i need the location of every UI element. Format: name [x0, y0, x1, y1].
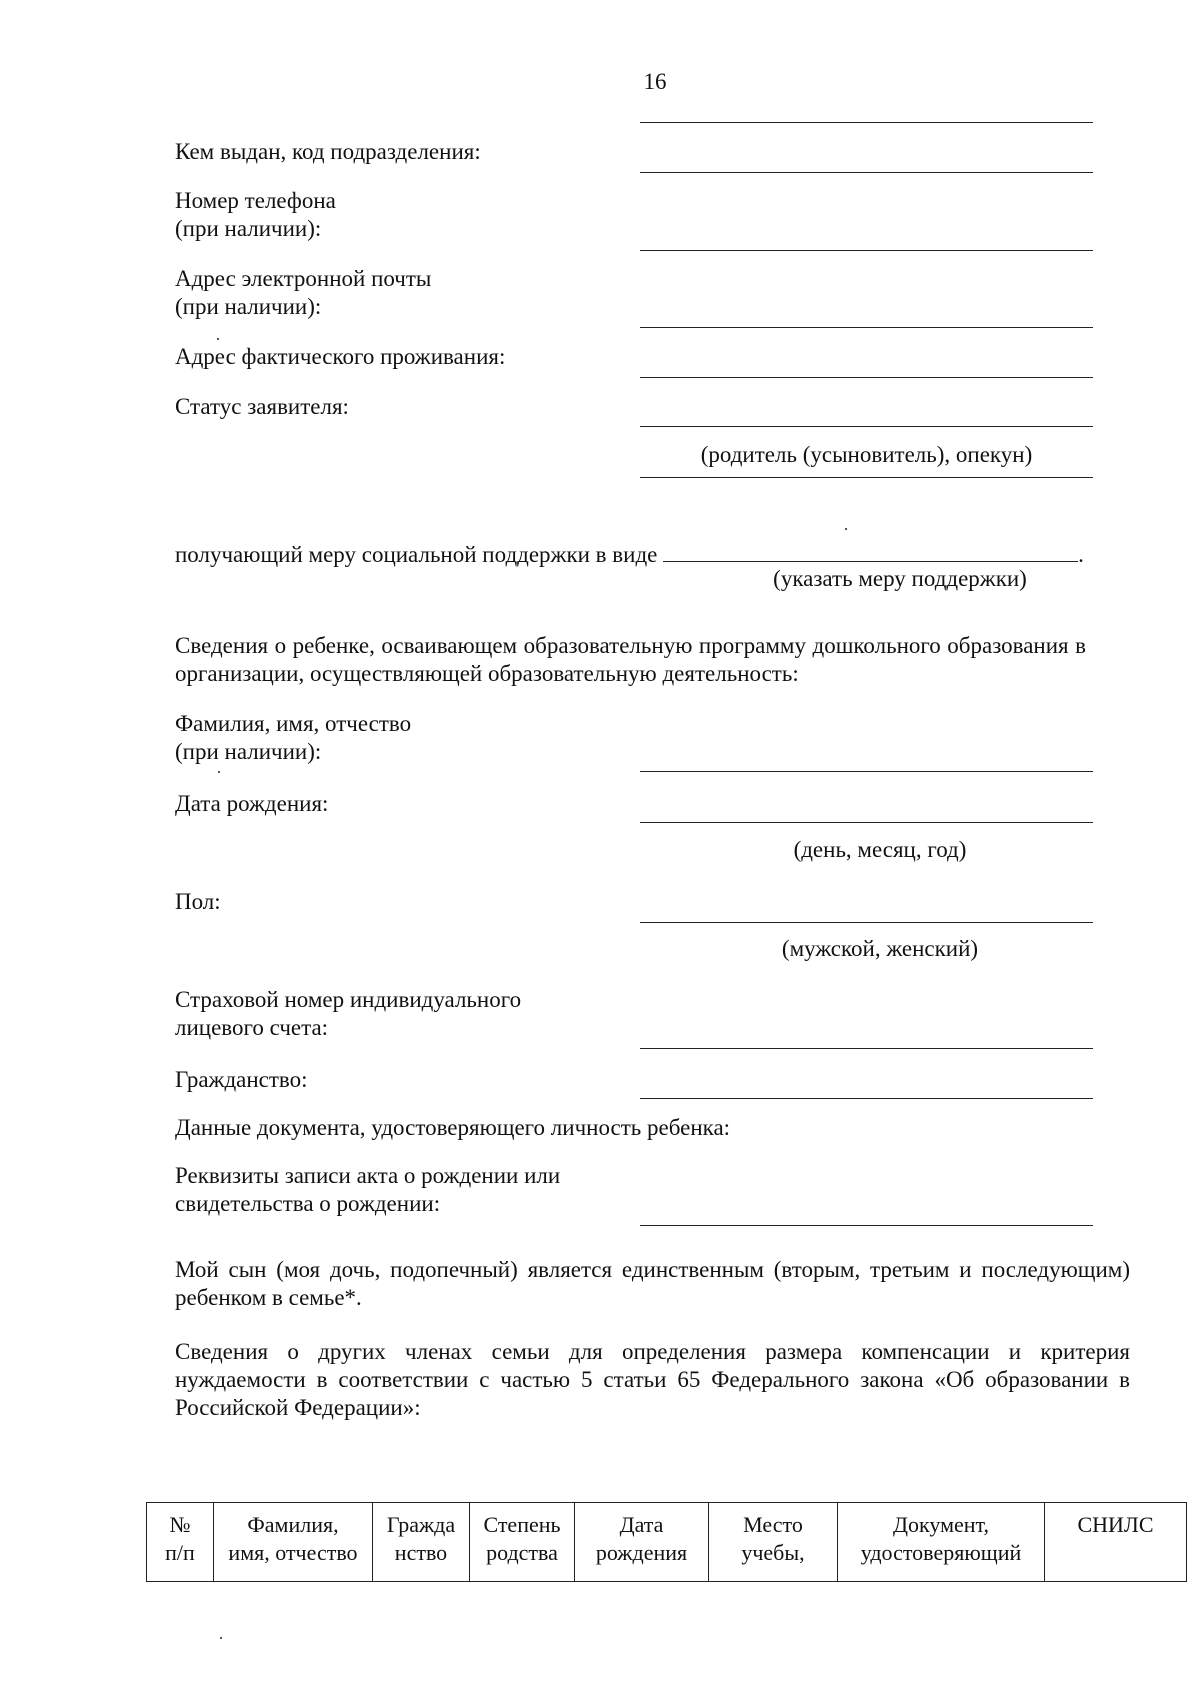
issued-by-input[interactable] — [640, 172, 1093, 173]
address-input[interactable] — [640, 377, 1093, 378]
header-line: Место — [743, 1512, 803, 1537]
birth-date-label: Дата рождения: — [175, 791, 329, 816]
phone-label: Номер телефона — [175, 188, 336, 213]
snils-input[interactable] — [640, 1048, 1093, 1049]
family-members-table — [146, 1502, 1187, 1582]
birth-record-label-cont: свидетельства о рождении: — [175, 1191, 441, 1216]
header-line: родства — [486, 1540, 558, 1565]
sex-label: Пол: — [175, 889, 221, 914]
scan-speck — [217, 338, 219, 340]
citizenship-input[interactable] — [640, 1098, 1093, 1099]
header-line: Дата — [619, 1512, 664, 1537]
col-snils-header — [1045, 1503, 1187, 1582]
col-citizenship-header — [373, 1503, 470, 1582]
applicant-status-hint: (родитель (усыновитель), опекун) — [700, 442, 1033, 467]
col-relation-header — [470, 1503, 575, 1582]
header-line: Фамилия, — [247, 1512, 339, 1537]
blank-line — [640, 477, 1093, 478]
snils-label: Страховой номер индивидуального — [175, 987, 522, 1012]
table-header-row — [147, 1503, 1187, 1582]
email-label-note: (при наличии): — [175, 294, 322, 319]
scan-speck — [218, 771, 220, 773]
id-document-label: Данные документа, удостоверяющего личность ребенка: — [175, 1115, 731, 1140]
support-measure-hint: (указать меру поддержки) — [773, 566, 1027, 591]
blank-line — [640, 122, 1093, 123]
col-fio-header — [214, 1503, 373, 1582]
issued-by-label: Кем выдан, код подразделения: — [175, 139, 481, 164]
header-line: удостоверяющий — [860, 1540, 1022, 1565]
header-line: СНИЛС — [1077, 1512, 1154, 1537]
child-fio-input[interactable] — [640, 771, 1093, 772]
scan-speck — [220, 1637, 222, 1639]
email-label: Адрес электронной почты — [175, 266, 432, 291]
header-line: Гражда — [386, 1512, 456, 1537]
applicant-status-label: Статус заявителя: — [175, 394, 349, 419]
col-document-header — [838, 1503, 1045, 1582]
header-line: Степень — [483, 1512, 561, 1537]
birth-date-input[interactable] — [640, 822, 1093, 823]
scan-speck — [845, 528, 847, 530]
applicant-status-input[interactable] — [640, 426, 1093, 427]
birth-record-label: Реквизиты записи акта о рождении или — [175, 1163, 561, 1188]
birth-date-hint: (день, месяц, год) — [793, 837, 967, 862]
support-measure-text: получающий меру социальной поддержки в виде — [175, 542, 658, 567]
family-intro: Сведения о других членах семьи для определения размера компенсации и критерия нуждаемости в соответствии с частью 5 статьи 65 Федерального закона «Об образовании в Российской Федерации»: — [175, 1339, 1130, 1420]
header-line: нство — [394, 1540, 448, 1565]
citizenship-label: Гражданство: — [175, 1067, 308, 1092]
support-measure-input[interactable] — [663, 539, 1078, 562]
header-line: № — [169, 1512, 191, 1537]
header-line: п/п — [165, 1540, 195, 1565]
header-line: учебы, — [741, 1540, 805, 1565]
address-label: Адрес фактического проживания: — [175, 344, 506, 369]
header-line: имя, отчество — [228, 1540, 358, 1565]
birth-record-input[interactable] — [640, 1225, 1093, 1226]
col-study-place-header — [709, 1503, 838, 1582]
phone-label-note: (при наличии): — [175, 216, 322, 241]
child-fio-label-note: (при наличии): — [175, 739, 322, 764]
snils-label-cont: лицевого счета: — [175, 1015, 329, 1040]
child-intro: Сведения о ребенке, осваивающем образовательную программу дошкольного образования в организации, осуществляющей образовательную деятельность: — [175, 633, 1086, 686]
phone-input[interactable] — [640, 250, 1093, 251]
header-line: рождения — [595, 1540, 688, 1565]
sex-hint: (мужской, женский) — [781, 936, 979, 961]
only-child-statement: Мой сын (моя дочь, подопечный) является единственным (вторым, третьим и последующим) ребенком в семье*. — [175, 1257, 1130, 1310]
email-input[interactable] — [640, 327, 1093, 328]
page-number: 16 — [643, 69, 667, 94]
header-line: Документ, — [892, 1512, 989, 1537]
support-measure-end: . — [1078, 542, 1084, 567]
col-number-header — [147, 1503, 214, 1582]
child-fio-label: Фамилия, имя, отчество — [175, 711, 412, 736]
sex-input[interactable] — [640, 922, 1093, 923]
col-birth-date-header — [575, 1503, 709, 1582]
